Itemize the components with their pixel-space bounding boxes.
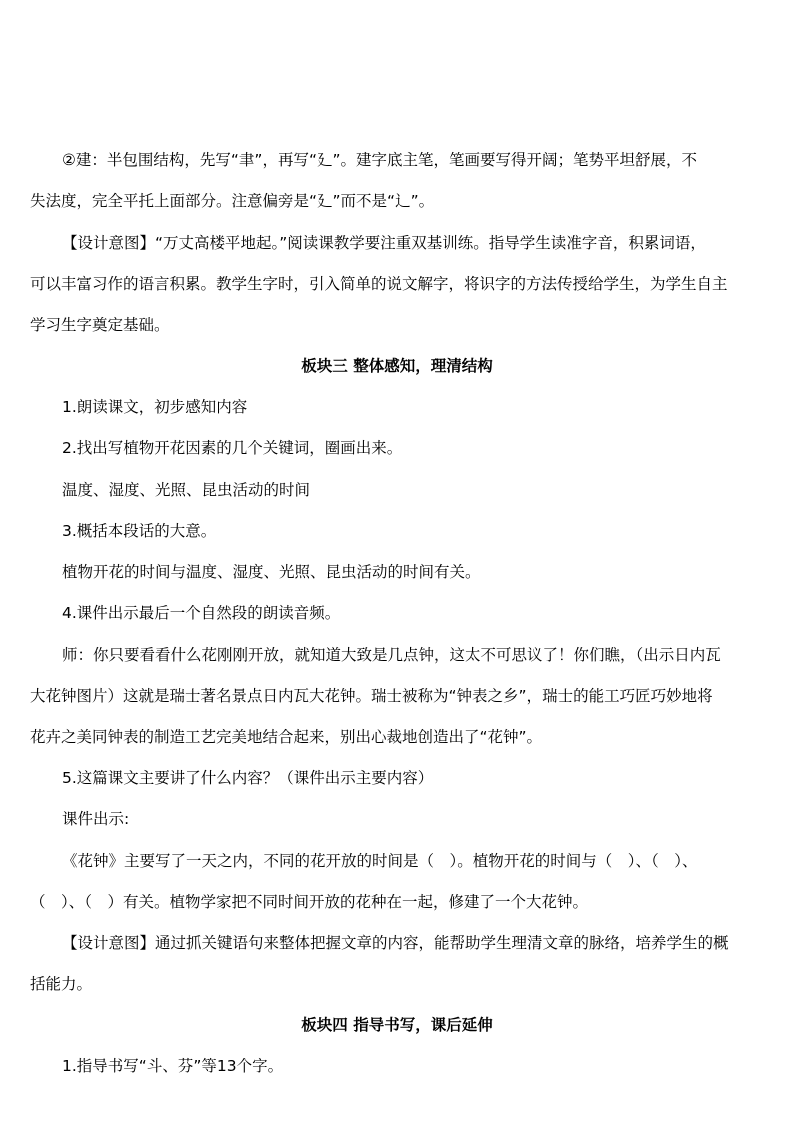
teacher-para-line-2: 大花钟图片）这就是瑞士著名景点日内瓦大花钟。瑞士被称为“钟表之乡”，瑞士的能工巧匠巧妙地将 [30,687,713,705]
para-jian-line-2: 失法度，完全平托上面部分。注意偏旁是“廴”而不是“辶”。 [30,192,435,210]
teacher-para-line-1: 师：你只要看看什么花刚刚开放，就知道大致是几点钟，这太不可思议了！你们瞧，（出示日内瓦 [62,646,721,664]
courseware-label: 课件出示: [62,810,130,828]
teacher-para-line-3: 花卉之美同钟表的制造工艺完美地结合起来，别出心裁地创造出了“花钟”。 [30,728,543,746]
design-intent-2-line-2: 括能力。 [30,975,93,993]
fill-blank-line-1: 《花钟》主要写了一天之内，不同的花开放的时间是（ ）。植物开花的时间与（ ）、（ ）、 [62,852,698,870]
section-4-title: 板块四 指导书写，课后延伸 [301,1016,493,1034]
section-3-item-5: 5.这篇课文主要讲了什么内容？（课件出示主要内容） [62,769,434,787]
fill-blank-line-2: （ ）、（ ）有关。植物学家把不同时间开放的花种在一起，修建了一个大花钟。 [30,893,589,911]
section-3-item-2: 2.找出写植物开花因素的几个关键词，圈画出来。 [62,439,403,457]
design-intent-1-line-3: 学习生字奠定基础。 [30,316,170,334]
section-3-title: 板块三 整体感知，理清结构 [301,357,493,375]
section-3-answer-2: 温度、湿度、光照、昆虫活动的时间 [62,481,311,499]
design-intent-1-line-2: 可以丰富习作的语言积累。教学生字时，引入简单的说文解字，将识字的方法传授给学生，为学生自主 [30,275,728,293]
section-3-item-1: 1.朗读课文，初步感知内容 [62,398,248,416]
para-jian-line-1: ②建：半包围结构，先写“聿”，再写“廴”。建字底主笔，笔画要写得开阔；笔势平坦舒展，不 [62,151,698,169]
section-3-item-3: 3.概括本段话的大意。 [62,522,217,540]
section-3-answer-3: 植物开花的时间与温度、湿度、光照、昆虫活动的时间有关。 [62,563,481,581]
section-4-item-1: 1.指导书写“斗、芬”等13个字。 [62,1057,284,1075]
section-3-item-4: 4.课件出示最后一个自然段的朗读音频。 [62,604,341,622]
design-intent-1-line-1: 【设计意图】“万丈高楼平地起。”阅读课教学要注重双基训练。指导学生读准字音，积累词语， [62,234,706,252]
design-intent-2-line-1: 【设计意图】通过抓关键语句来整体把握文章的内容，能帮助学生理清文章的脉络，培养学生的概 [62,934,729,952]
